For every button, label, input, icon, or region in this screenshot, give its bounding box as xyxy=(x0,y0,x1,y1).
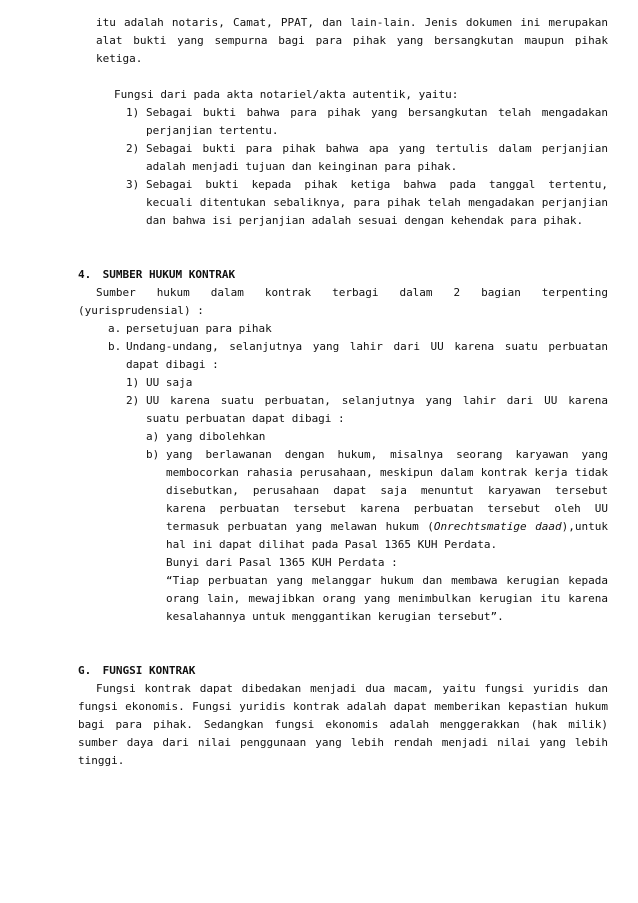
list-item-a xyxy=(108,320,608,338)
list-item-text: Undang-undang, selanjutnya yang lahir dari UU karena suatu perbuatan dapat dibagi : xyxy=(126,340,608,371)
list-item-number: 1) xyxy=(126,376,140,389)
list-item-body xyxy=(166,446,608,626)
list-item-text: Sebagai bukti kepada pihak ketiga bahwa pada tanggal tertentu, kecuali ditentukan sebaliknya, para pihak telah mengadakan perjanjian dan bahwa isi perjanjian adalah sesuai dengan kehendak para pihak. xyxy=(146,178,608,227)
list-item-number: a. xyxy=(108,322,122,335)
list-item-number: b) xyxy=(146,448,160,461)
section-heading xyxy=(78,662,608,680)
list-item-b1 xyxy=(126,374,608,392)
list-item-b2b xyxy=(146,446,608,626)
section-heading xyxy=(78,266,608,284)
list-item-number: 2) xyxy=(126,394,140,407)
list-item-text xyxy=(166,446,608,554)
list-item-text-after: ),untuk hal ini dapat dilihat pada Pasal 1365 KUH Perdata. xyxy=(166,520,608,551)
section4-intro xyxy=(78,284,608,320)
intro-lead-text: Fungsi dari pada akta notariel/akta autentik, yaitu: xyxy=(114,88,459,101)
intro-paragraph xyxy=(96,14,608,68)
list-item-number: b. xyxy=(108,340,122,353)
list-item-text-before: yang berlawanan dengan hukum, misalnya seorang karyawan yang membocorkan rahasia perusahaan, meskipun dalam kontrak kerja tidak disebutkan, perusahaan dapat saja menuntut karyawan tersebut karena perbuatan tersebut karena perbuatan tersebut oleh UU termasuk perbuatan yang melawan hukum ( xyxy=(166,448,608,533)
list-item-text: Sebagai bukti para pihak bahwa apa yang tertulis dalam perjanjian adalah menjadi tujuan dan keinginan para pihak. xyxy=(146,142,608,173)
section-title: FUNGSI KONTRAK xyxy=(102,664,196,677)
list-item xyxy=(126,104,608,140)
quote-text: “Tiap perbuatan yang melanggar hukum dan membawa kerugian kepada orang lain, mewajibkan orang yang menimbulkan kerugian itu karena kesalahannya untuk menggantikan kerugian tersebut”. xyxy=(166,574,608,623)
intro-lead xyxy=(114,86,608,104)
sectionG-body-text: Fungsi kontrak dapat dibedakan menjadi dua macam, yaitu fungsi yuridis dan fungsi ekonomis. Fungsi yuridis kontrak adalah dapat memberikan kepastian hukum bagi para pihak. Sedangkan fungsi ekonomis adalah menggerakkan (hak milik) sumber daya dari nilai penggunaan yang lebih rendah menjadi nilai yang lebih tinggi. xyxy=(78,682,608,767)
bunyi-label: Bunyi dari Pasal 1365 KUH Perdata : xyxy=(166,556,398,569)
list-item xyxy=(126,140,608,176)
list-item-text: Sebagai bukti bahwa para pihak yang bersangkutan telah mengadakan perjanjian tertentu. xyxy=(146,106,608,137)
list-item xyxy=(126,176,608,230)
section-title: SUMBER HUKUM KONTRAK xyxy=(102,268,236,281)
italic-term: Onrechtsmatige daad xyxy=(433,520,562,533)
sectionG-body xyxy=(78,680,608,770)
list-item-b xyxy=(108,338,608,374)
list-item-b2a xyxy=(146,428,608,446)
list-item-text: yang dibolehkan xyxy=(166,430,266,443)
section-number: G. xyxy=(78,664,92,677)
section-number: 4. xyxy=(78,268,92,281)
intro-text: itu adalah notaris, Camat, PPAT, dan lain-lain. Jenis dokumen ini merupakan alat bukti yang sempurna bagi para pihak yang bersangkutan maupun pihak ketiga. xyxy=(96,16,608,65)
section4-intro-text: Sumber hukum dalam kontrak terbagi dalam 2 bagian terpenting (yurisprudensial) : xyxy=(78,286,608,317)
list-item-number: 2) xyxy=(126,142,140,155)
list-item-number: 1) xyxy=(126,106,140,119)
list-item-number: 3) xyxy=(126,178,140,191)
list-item-text: UU karena suatu perbuatan, selanjutnya yang lahir dari UU karena suatu perbuatan dapat dibagi : xyxy=(146,394,608,425)
list-item-b2 xyxy=(126,392,608,428)
list-item-text: UU saja xyxy=(146,376,193,389)
list-item-number: a) xyxy=(146,430,160,443)
list-item-text: persetujuan para pihak xyxy=(126,322,272,335)
